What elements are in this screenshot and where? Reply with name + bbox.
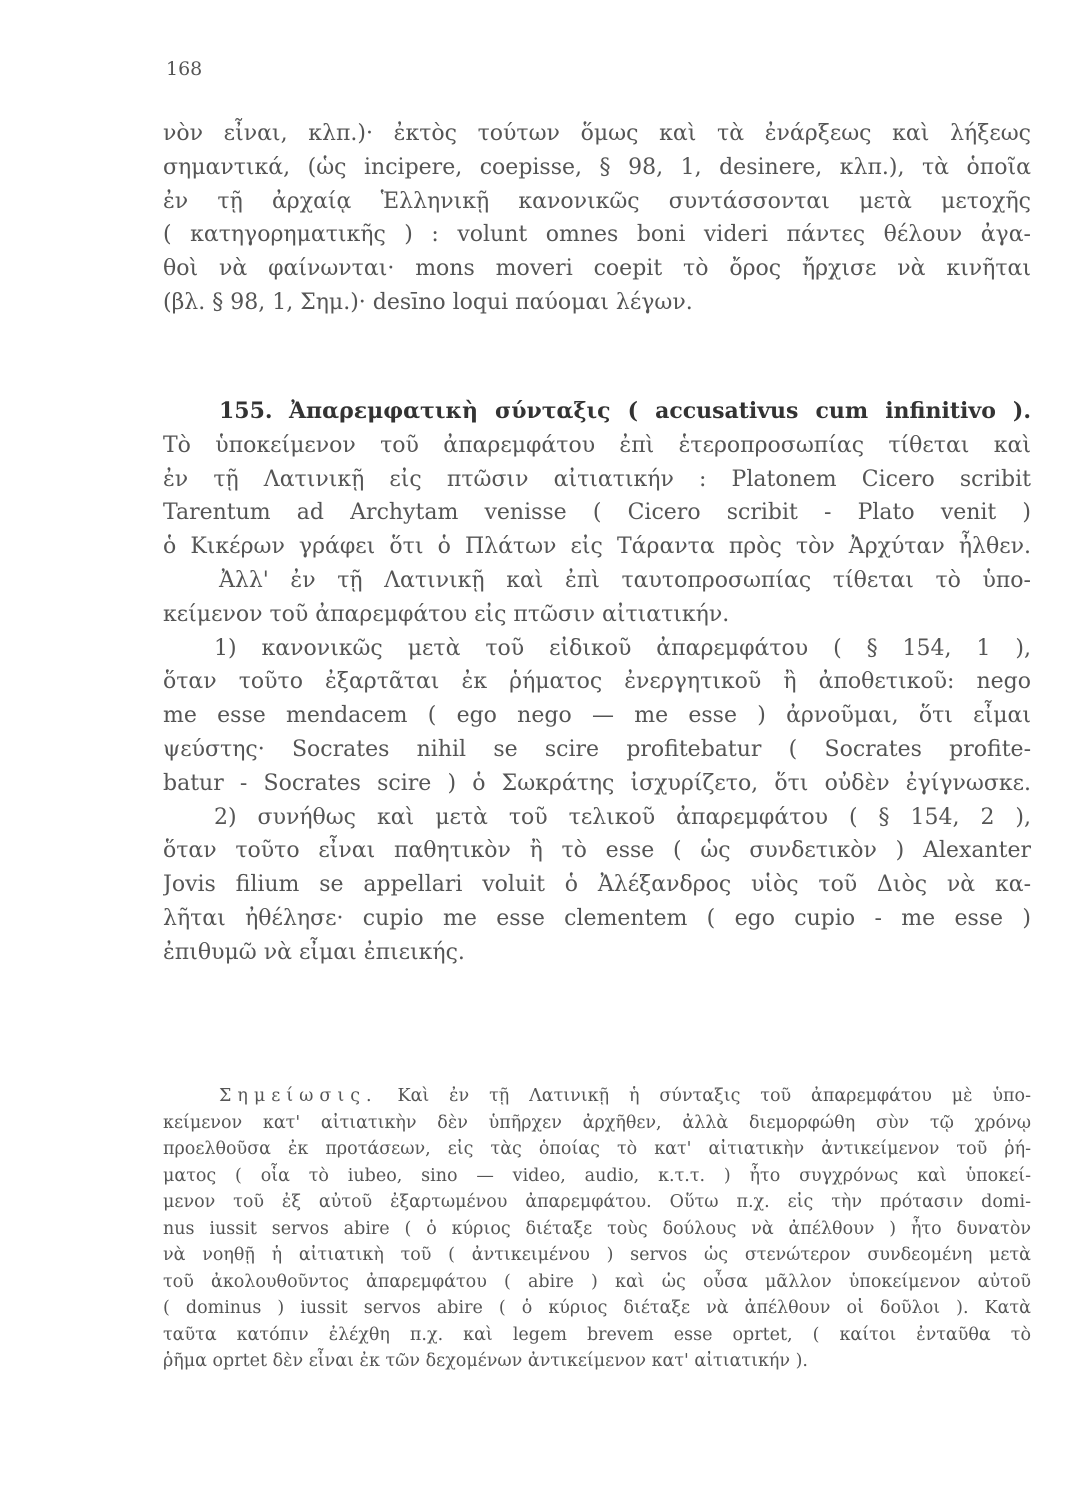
note-line: ῥῆμα oprtet δὲν εἶναι ἐκ τῶν δεχομένων ἀντικείμενον κατ' αἰτιατικήν ). (163, 1351, 808, 1371)
note-line: κείμενον κατ' αἰτιατικὴν δὲν ὑπῆρχεν ἀρχῆθεν, ἀλλὰ διεμορφώθη σὺν τῷ χρόνῳ (163, 1112, 1031, 1133)
text-line: (βλ. § 98, 1, Σημ.)· desīno loqui παύομαι λέγων. (163, 289, 693, 315)
note-first-line (163, 1083, 1031, 1110)
section-number: 155. (219, 398, 273, 424)
text-line: ψεύστης· Socrates nihil se scire profitebatur ( Socrates profite- (163, 736, 1031, 762)
text-line: σημαντικά, (ὡς incipere, coepisse, § 98, 1, desinere, κλπ.), τὰ ὁποῖα (163, 154, 1031, 180)
note-label: Σημείωσις. (219, 1086, 378, 1106)
section-title: Ἀπαρεμφατικὴ σύνταξις ( accusativus cum infinitivo ). (288, 398, 1031, 424)
note-line: τοῦ ἀκολουθοῦντος ἀπαρεμφάτου ( abire ) καὶ ὡς οὖσα μᾶλλον ὑποκείμενον αὐτοῦ (163, 1271, 1031, 1292)
list-item-1: 1) κανονικῶς μετὰ τοῦ εἰδικοῦ ἀπαρεμφάτου ( § 154, 1 ), (214, 635, 1031, 661)
text-line: νὸν εἶναι, κλπ.)· ἐκτὸς τούτων ὅμως καὶ τὰ ἐνάρξεως καὶ λήξεως (163, 121, 1031, 146)
text-line: θοὶ νὰ φαίνωνται· mons moveri coepit τὸ ὄρος ἤρχισε νὰ κινῆται (163, 256, 1031, 282)
text-line: ( κατηγορηματικῆς ) : volunt omnes boni videri πάντες θέλουν ἀγα- (163, 222, 1031, 248)
text-line: ἐπιθυμῶ νὰ εἶμαι ἐπιεικής. (163, 939, 465, 965)
note-line: ματος ( οἷα τὸ iubeo, sino — video, audio, κ.τ.τ. ) ἦτο συγχρόνως καὶ ὑποκεί- (163, 1165, 1031, 1186)
note-block (163, 1083, 1031, 1375)
text-line: ὅταν τοῦτο εἶναι παθητικὸν ἢ τὸ esse ( ὡς συνδετικὸν ) Alexanter (163, 838, 1031, 864)
note-line: μενον τοῦ ἐξ αὐτοῦ ἐξαρτωμένου ἀπαρεμφάτου. Οὕτω π.χ. εἰς τὴν πρότασιν domi- (163, 1192, 1031, 1212)
text-line: Ἀλλ' ἐν τῇ Λατινικῇ καὶ ἐπὶ ταυτοπροσωπίας τίθεται τὸ ὑπο- (219, 567, 1031, 593)
note-line: ταῦτα κατόπιν ἐλέχθη π.χ. καὶ legem brevem esse oprtet, ( καίτοι ἐνταῦθα τὸ (163, 1324, 1031, 1345)
note-text: Καὶ ἐν τῇ Λατινικῇ ἡ σύνταξις τοῦ ἀπαρεμφάτου μὲ ὑπο- (397, 1086, 1031, 1106)
paragraph-continuation (163, 117, 1031, 320)
text-line: Τὸ ὑποκείμενον τοῦ ἀπαρεμφάτου ἐπὶ ἑτεροπροσωπίας τίθεται καὶ (163, 432, 1031, 458)
text-line: κείμενον τοῦ ἀπαρεμφάτου εἰς πτῶσιν αἰτιατικήν. (163, 601, 730, 627)
text-line: ἐν τῇ ἀρχαίᾳ Ἑλληνικῇ κανονικῶς συντάσσονται μετὰ μετοχῆς (163, 188, 1031, 214)
text-line: ὁ Κικέρων γράφει ὅτι ὁ Πλάτων εἰς Τάραντα πρὸς τὸν Ἀρχύταν ἦλθεν. (163, 534, 1031, 560)
section-155 (163, 395, 1031, 970)
text-line: Tarentum ad Archytam venisse ( Cicero scribit - Plato venit ) (163, 500, 1031, 526)
list-item-2: 2) συνήθως καὶ μετὰ τοῦ τελικοῦ ἀπαρεμφάτου ( § 154, 2 ), (214, 804, 1031, 830)
section-heading (163, 395, 1031, 429)
text-line: batur - Socrates scire ) ὁ Σωκράτης ἰσχυρίζετο, ὅτι οὐδὲν ἐγίγνωσκε. (163, 770, 1031, 796)
note-line: nus iussit servos abire ( ὁ κύριος διέταξε τοὺς δούλους νὰ ἀπέλθουν ) ἦτο δυνατὸν (163, 1218, 1031, 1239)
note-line: ( dominus ) iussit servos abire ( ὁ κύριος διέταξε νὰ ἀπέλθουν οἱ δοῦλοι ). Κατὰ (163, 1298, 1031, 1318)
text-line: me esse mendacem ( ego nego — me esse ) ἀρνοῦμαι, ὅτι εἶμαι (163, 703, 1031, 729)
note-line: νὰ νοηθῇ ἡ αἰτιατικὴ τοῦ ( ἀντικειμένου ) servos ὡς στενώτερον συνδεομένη μετὰ (163, 1245, 1031, 1265)
page-number: 168 (166, 58, 203, 80)
text-line: ὅταν τοῦτο ἐξαρτᾶται ἐκ ῥήματος ἐνεργητικοῦ ἢ ἀποθετικοῦ: nego (163, 669, 1031, 695)
text-line: Jovis filium se appellari voluit ὁ Ἀλέξανδρος υἱὸς τοῦ Διὸς νὰ κα- (163, 872, 1031, 898)
text-line: ἐν τῇ Λατινικῇ εἰς πτῶσιν αἰτιατικήν : Platonem Cicero scribit (163, 466, 1031, 492)
note-line: προελθοῦσα ἐκ προτάσεων, εἰς τὰς ὁποίας τὸ κατ' αἰτιατικὴν ἀντικείμενον τοῦ ῥή- (163, 1139, 1031, 1159)
text-line: λῆται ἠθέλησε· cupio me esse clementem ( ego cupio - me esse ) (163, 905, 1031, 931)
